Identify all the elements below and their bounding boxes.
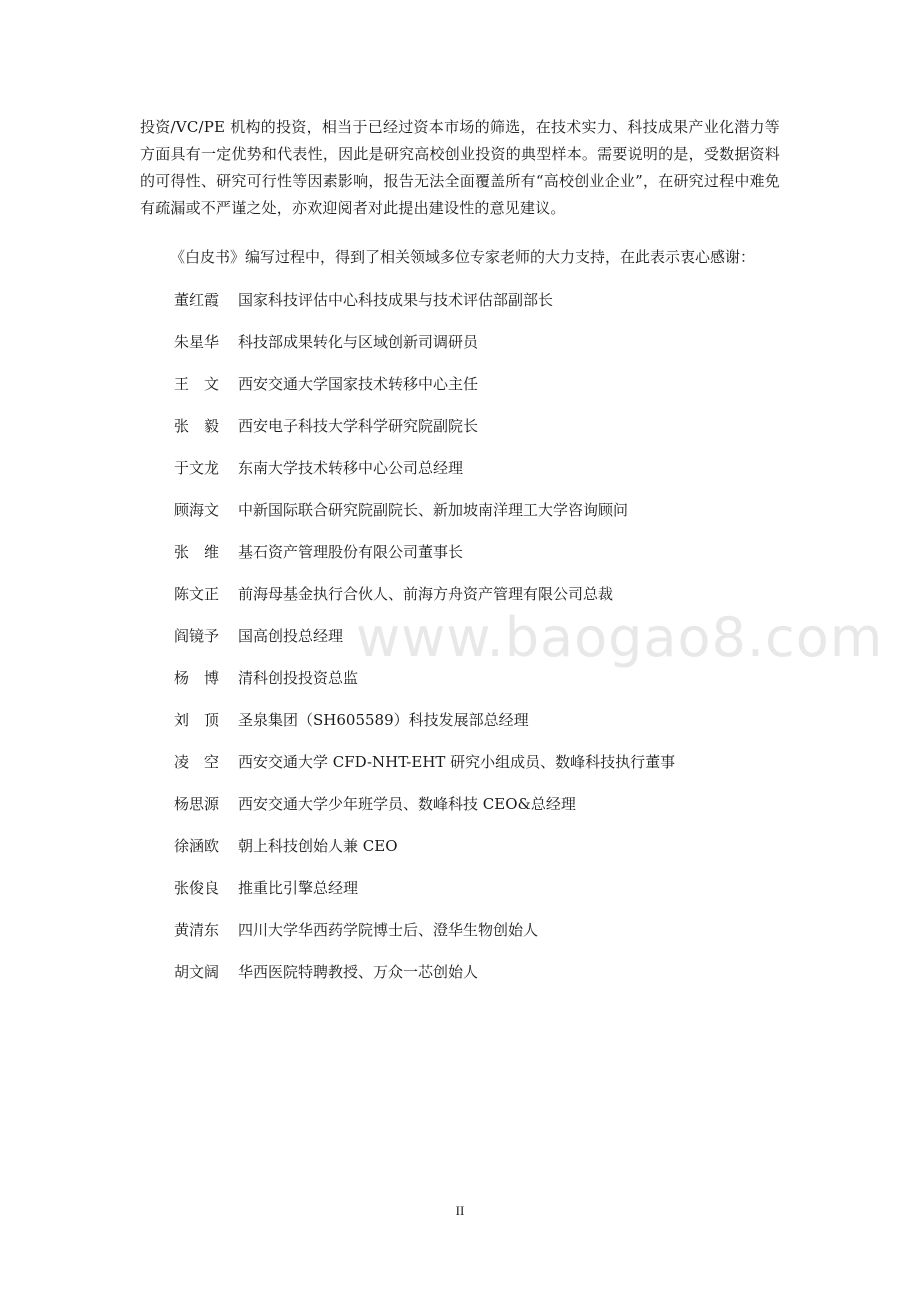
- expert-title: 东南大学技术转移中心公司总经理: [238, 459, 464, 477]
- expert-entry: [174, 541, 794, 583]
- expert-name: 胡文阔: [174, 963, 220, 981]
- expert-name: 凌 空: [174, 753, 220, 771]
- expert-entry: [174, 751, 794, 793]
- expert-name: 顾海文: [174, 501, 220, 519]
- expert-title: 朝上科技创始人兼 CEO: [238, 837, 398, 855]
- expert-entry: [174, 835, 794, 877]
- expert-entry: [174, 709, 794, 751]
- expert-title: 西安交通大学少年班学员、数峰科技 CEO&总经理: [238, 795, 576, 813]
- expert-title: 清科创投投资总监: [238, 669, 359, 687]
- intro-paragraph: 投资/VC/PE 机构的投资，相当于已经过资本市场的筛选，在技术实力、科技成果产业化潜力等方面具有一定优势和代表性，因此是研究高校创业投资的典型样本。需要说明的是，受数据资料的可得性、研究可行性等因素影响，报告无法全面覆盖所有“高校创业企业”，在研究过程中难免有疏漏或不严谨之处，亦欢迎阅者对此提出建设性的意见建议。: [140, 118, 780, 217]
- expert-title: 科技部成果转化与区域创新司调研员: [238, 333, 479, 351]
- expert-title: 华西医院特聘教授、万众一芯创始人: [238, 963, 479, 981]
- expert-entry: [174, 583, 794, 625]
- expert-name: 杨 博: [174, 669, 220, 687]
- expert-name: 徐涵欧: [174, 837, 220, 855]
- expert-name: 陈文正: [174, 585, 220, 603]
- expert-list: [174, 289, 794, 1003]
- expert-entry: [174, 667, 794, 709]
- expert-name: 张 维: [174, 543, 220, 561]
- expert-entry: [174, 373, 794, 415]
- expert-name: 于文龙: [174, 459, 220, 477]
- expert-entry: [174, 625, 794, 667]
- expert-title: 基石资产管理股份有限公司董事长: [238, 543, 464, 561]
- acknowledgement-paragraph: 《白皮书》编写过程中，得到了相关领域多位专家老师的大力支持，在此表示衷心感谢：: [170, 248, 756, 266]
- expert-name: 阎镜予: [174, 627, 220, 645]
- expert-title: 推重比引擎总经理: [238, 879, 359, 897]
- expert-title: 西安交通大学 CFD-NHT-EHT 研究小组成员、数峰科技执行董事: [238, 753, 676, 771]
- expert-entry: [174, 457, 794, 499]
- expert-name: 朱星华: [174, 333, 220, 351]
- expert-title: 四川大学华西药学院博士后、澄华生物创始人: [238, 921, 539, 939]
- expert-title: 西安电子科技大学科学研究院副院长: [238, 417, 479, 435]
- expert-title: 西安交通大学国家技术转移中心主任: [238, 375, 479, 393]
- expert-name: 杨思源: [174, 795, 220, 813]
- expert-entry: [174, 877, 794, 919]
- expert-title: 国高创投总经理: [238, 627, 344, 645]
- expert-title: 圣泉集团（SH605589）科技发展部总经理: [238, 711, 529, 729]
- expert-entry: [174, 289, 794, 331]
- expert-title: 前海母基金执行合伙人、前海方舟资产管理有限公司总裁: [238, 585, 614, 603]
- expert-entry: [174, 919, 794, 961]
- expert-entry: [174, 793, 794, 835]
- expert-entry: [174, 961, 794, 1003]
- expert-name: 张俊良: [174, 879, 220, 897]
- expert-name: 刘 顶: [174, 711, 220, 729]
- expert-entry: [174, 415, 794, 457]
- expert-name: 黄清东: [174, 921, 220, 939]
- expert-name: 董红霞: [174, 291, 220, 309]
- expert-title: 中新国际联合研究院副院长、新加坡南洋理工大学咨询顾问: [238, 501, 629, 519]
- page-number: II: [455, 1203, 465, 1218]
- watermark-text: www.baogao8.com: [356, 606, 884, 669]
- expert-name: 张 毅: [174, 417, 220, 435]
- expert-entry: [174, 499, 794, 541]
- expert-entry: [174, 331, 794, 373]
- expert-title: 国家科技评估中心科技成果与技术评估部副部长: [238, 291, 554, 309]
- expert-name: 王 文: [174, 375, 220, 393]
